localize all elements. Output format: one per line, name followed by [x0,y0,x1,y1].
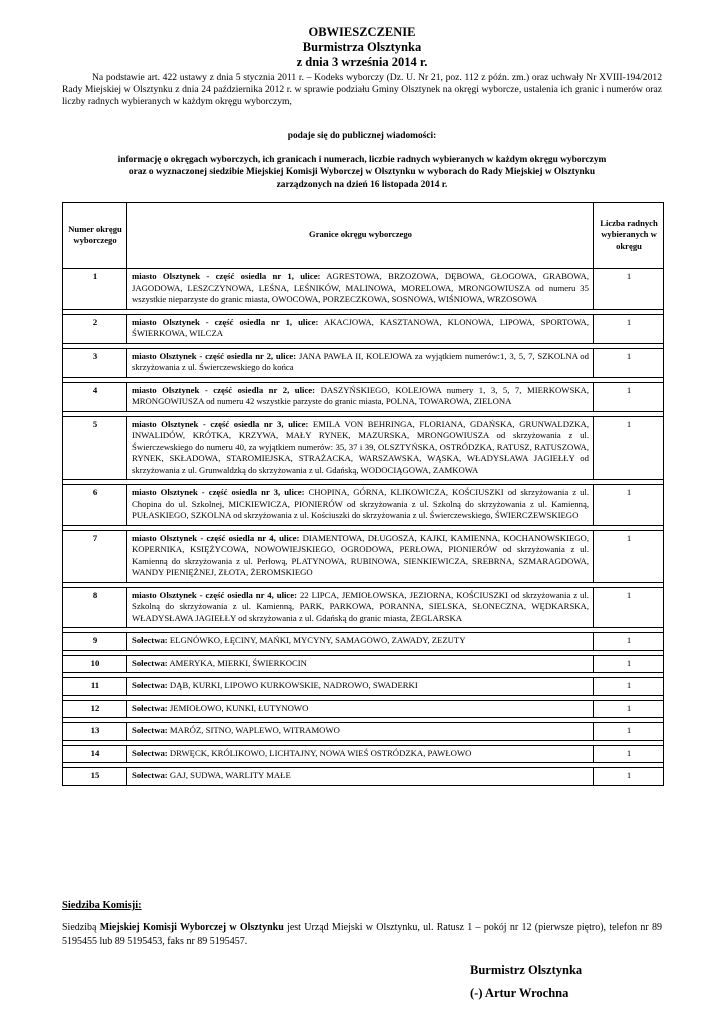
seat-prefix: Siedzibą [62,922,100,933]
table-header-row [63,203,664,269]
district-boundaries [127,485,594,526]
info-paragraph [62,154,662,191]
district-boundaries [127,348,594,377]
district-area-label: miasto Olsztynek - część osiedla nr 4, ulice: [132,532,300,543]
seat-details: jest Urząd Miejski w Olsztynku, ul. Ratusz 1 – pokój nr 12 (pierwsze piętro), telefon nr 89 5195455 lub 89 5195453, faks nr 89 5195457. [62,922,662,947]
district-area-label: miasto Olsztynek - część osiedla nr 1, ulice: [132,316,319,327]
district-boundaries [127,768,594,786]
district-seats: 1 [594,382,664,411]
district-boundaries [127,633,594,651]
table-row [63,745,664,763]
table-row [63,382,664,411]
district-boundaries [127,382,594,411]
district-streets: JEMIOŁOWO, KUNKI, ŁUTYNOWO [167,702,309,713]
district-number: 9 [63,633,127,651]
district-area-label: Sołectwa: [132,680,168,690]
district-seats: 1 [594,587,664,628]
district-streets: GAJ, SUDWA, WARLITY MAŁE [167,770,291,780]
district-seats: 1 [594,723,664,741]
district-number: 12 [63,700,127,718]
column-header-seats: Liczba radnych wybieranych w okręgu [594,203,664,269]
district-number: 8 [63,587,127,628]
info-line-1: informację o okręgach wyborczych, ich granicach i numerach, liczbie radnych wybieranych w każdym okręgu wyborczym [117,155,607,165]
signature-name: (-) Artur Wrochna [470,986,569,1000]
table-row [63,269,664,310]
district-area-label: miasto Olsztynek - część osiedla nr 2, ulice: [132,384,316,395]
district-area-label: miasto Olsztynek - część osiedla nr 4, ulice: [132,589,298,600]
district-number: 7 [63,530,127,582]
district-number: 3 [63,348,127,377]
info-line-2: oraz o wyznaczonej siedzibie Miejskiej Komisji Wyborczej w Olsztynku w wyborach do Rady Miejskiej w Olsztynku [128,167,596,178]
district-area-label: Sołectwa: [132,770,168,780]
district-boundaries [127,678,594,696]
district-number: 2 [63,314,127,343]
district-area-label: Sołectwa: [132,725,168,735]
district-number: 4 [63,382,127,411]
district-area-label: miasto Olsztynek - część osiedla nr 3, ulice: [132,487,305,497]
district-seats: 1 [594,314,664,343]
district-seats: 1 [594,485,664,526]
district-area-label: Sołectwa: [132,657,168,668]
district-number: 5 [63,416,127,480]
district-streets: AGRESTOWA, BRZOZOWA, DĘBOWA, GŁOGOWA, GRABOWA, JAGODOWA, LESZCZYNOWA, LEŚNA, LEŚNIKÓW, MALINOWA, MORELOWA, MRONGOWIUSZA od numeru 35 wszystkie nieparzyste do granic miasta, OWOCOWA, PORZECZKOWA, SOSNOWA, WIŚNIOWA, WRZOSOWA [132,271,589,304]
header-date: z dnia 3 września 2014 r. [296,55,428,69]
district-boundaries [127,416,594,480]
district-area-label: miasto Olsztynek - część osiedla nr 3, ulice: [132,418,309,429]
table-row [63,700,664,718]
table-row [63,485,664,526]
district-seats: 1 [594,678,664,696]
district-number: 11 [63,678,127,696]
info-line-3: zarządzonych na dzień 16 listopada 2014 r. [276,179,448,190]
district-area-label: Sołectwa: [132,702,168,713]
table-row [63,678,664,696]
district-streets: MARÓZ, SITNO, WAPLEWO, WITRAMOWO [167,725,340,735]
seat-heading: Siedziba Komisji: [62,900,142,911]
district-streets: ELGNÓWKO, ŁĘCINY, MAŃKI, MYCYNY, SAMAGOWO, ZAWADY, ZEZUTY [167,635,466,645]
district-area-label: Sołectwa: [132,747,168,758]
document-header [0,25,724,70]
table-row [63,768,664,786]
district-seats: 1 [594,768,664,786]
district-streets: DĄB, KURKI, LIPOWO KURKOWSKIE, NADROWO, SWADERKI [167,680,418,690]
district-boundaries [127,745,594,763]
district-seats: 1 [594,633,664,651]
header-title: OBWIESZCZENIE [308,25,416,39]
district-seats: 1 [594,348,664,377]
table-row [63,655,664,673]
district-seats: 1 [594,700,664,718]
district-seats: 1 [594,416,664,480]
table-body [63,269,664,786]
district-streets: CHOPINA, GÓRNA, KLIKOWICZA, KOŚCIUSZKI od skrzyżowania z ul. Chopina do ul. Szkolnej, MICKIEWICZA, PIONIERÓW od skrzyżowania z ul. Szkolną do skrzyżowania z ul. Kamienną, PUŁASKIEGO, SZKOLNA od skrzyżowania z ul. Kościuszki do skrzyżowania z ul. Świerczewskiego, ŚWIERCZEWSKIEGO [132,487,589,520]
district-streets: DIAMENTOWA, DŁUGOSZA, KAJKI, KAMIENNA, KOCHANOWSKIEGO, KOPERNIKA, KSIĘŻYCOWA, NOWOWIEJSKIEGO, OGRODOWA, PERŁOWA, PIONIERÓW od skrzyżowania z ul. Kamienną do skrzyżowania z ul. Perłową, PLATYNOWA, RUBINOWA, SIENKIEWICZA, SREBRNA, SZMARAGDOWA, WANDY PIENIĘŻNEJ, ZŁOTA, ŻEROMSKIEGO [132,532,589,577]
header-issuer: Burmistrza Olsztynka [302,40,422,54]
district-number: 6 [63,485,127,526]
district-streets: EMILA VON BEHRINGA, FLORIANA, GDAŃSKA, GRUNWALDZKA, INWALIDÓW, KRÓTKA, KRZYWA, MAŁY RYNEK, MAZURSKA, MRONGOWIUSZA od skrzyżowania z ul. Świerczewskiego do numeru 40, za wyjątkiem numerów: 35, 37 i 39, OLSZTYŃSKA, OSTRÓDZKA, RATUSZ, RATUSZOWA, RYNEK, SKŁADOWA, STAROMIEJSKA, STRAŻACKA, WARSZAWSKA, WĄSKA, WŁADYSŁAWA JAGIEŁŁY od skrzyżowania z ul. Grunwaldzką do skrzyżowania z ul. Gdańską, WODOCIĄGOWA, ZAMKOWA [132,418,589,475]
district-seats: 1 [594,530,664,582]
table-row [63,633,664,651]
signature-title: Burmistrz Olsztynka [470,963,583,977]
district-streets: 22 LIPCA, JEMIOŁOWSKA, JEZIORNA, KOŚCIUSZKI od skrzyżowania z ul. Szkolną do skrzyżowania z ul. Kamienną, PARK, PARKOWA, PORANNA, SIELSKA, SŁONECZNA, WĘDKARSKA, WŁADYSŁAWA JAGIEŁŁY od skrzyżowania z ul. Gdańską do granic miasta, ŻEGLARSKA [132,589,589,623]
district-number: 1 [63,269,127,310]
district-streets: AKACJOWA, KASZTANOWA, KLONOWA, LIPOWA, SPORTOWA, ŚWIERKOWA, WILCZA [132,316,589,338]
district-number: 14 [63,745,127,763]
district-seats: 1 [594,745,664,763]
district-boundaries [127,269,594,310]
district-boundaries [127,314,594,343]
table-row [63,530,664,582]
district-boundaries [127,655,594,673]
district-boundaries [127,723,594,741]
column-header-boundaries: Granice okręgu wyborczego [127,203,594,269]
district-boundaries [127,587,594,628]
district-number: 15 [63,768,127,786]
district-streets: DASZYŃSKIEGO, KOLEJOWA numery 1, 3, 5, 7, MIERKOWSKA, MRONGOWIUSZA od numeru 42 wszystkie parzyste do granic miasta, POLNA, TOWAROWA, ZIELONA [132,384,589,406]
public-notice: podaje się do publicznej wiadomości: [287,131,437,141]
district-area-label: miasto Olsztynek - część osiedla nr 2, ulice: [132,350,297,361]
seat-commission-name: Miejskiej Komisji Wyborczej w Olsztynku [99,922,284,933]
table-row [63,723,664,741]
district-number: 13 [63,723,127,741]
table-row [63,314,664,343]
table-row [63,348,664,377]
seat-paragraph [62,921,662,948]
district-area-label: Sołectwa: [132,635,168,645]
district-boundaries [127,530,594,582]
district-area-label: miasto Olsztynek - część osiedla nr 1, ulice: [132,271,321,281]
district-streets: DRWĘCK, KRÓLIKOWO, LICHTAJNY, NOWA WIEŚ OSTRÓDZKA, PAWŁOWO [167,747,472,758]
district-boundaries [127,700,594,718]
district-number: 10 [63,655,127,673]
table-row [63,587,664,628]
district-streets: JANA PAWŁA II, KOLEJOWA za wyjątkiem numerów:1, 3, 5, 7, SZKOLNA od skrzyżowania z ul. Świerczewskiego do końca [132,350,589,372]
district-streets: AMERYKA, MIERKI, ŚWIERKOCIN [167,657,307,668]
district-seats: 1 [594,655,664,673]
districts-table [62,202,664,786]
intro-paragraph: Na podstawie art. 422 ustawy z dnia 5 stycznia 2011 r. – Kodeks wyborczy (Dz. U. Nr 21, poz. 112 z późn. zm.) oraz uchwały Nr XVIII-194/2012 Rady Miejskiej w Olsztynku z dnia 24 października 2012 r. w sprawie podziału Gminy Olsztynek na okręgi wyborcze, ustalenia ich granic i numerów oraz liczby radnych wybieranych w każdym okręgu wyborczym, [62,72,662,107]
table-row [63,416,664,480]
column-header-number: Numer okręgu wyborczego [63,203,127,269]
district-seats: 1 [594,269,664,310]
